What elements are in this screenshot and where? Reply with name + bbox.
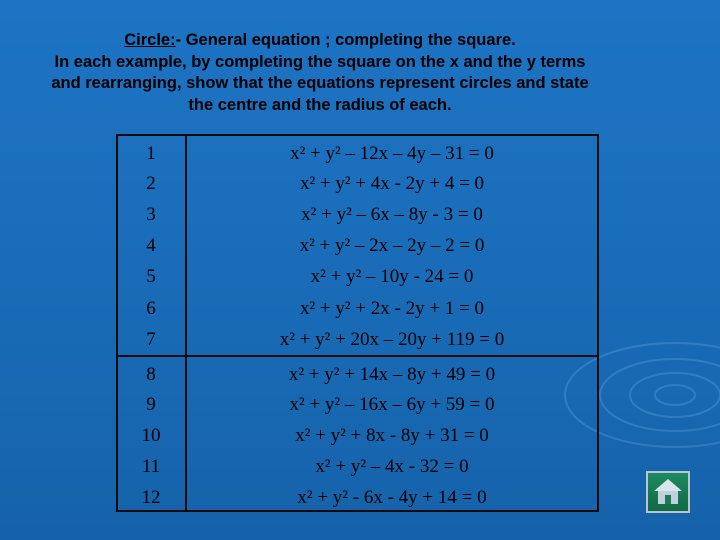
row-number: 9: [146, 394, 156, 415]
title-line3: and rearranging, show that the equations represent circles and state: [51, 74, 589, 92]
equation: x² + y² + 8x - 8y + 31 = 0: [295, 425, 489, 446]
row-number: 5: [146, 266, 156, 287]
home-button[interactable]: [646, 471, 690, 513]
title-line4: the centre and the radius of each.: [188, 95, 452, 114]
equation: x² + y² + 20x – 20y + 119 = 0: [279, 329, 505, 350]
row-number: 6: [146, 298, 156, 319]
equation: x² + y² - 6x - 4y + 14 = 0: [297, 487, 487, 508]
slide-title: [0, 30, 640, 116]
equation: x² + y² + 2x - 2y + 1 = 0: [299, 298, 485, 319]
title-line1: - General equation ; completing the square.: [175, 31, 516, 49]
row-number: 2: [146, 173, 156, 194]
row-number: 12: [141, 487, 161, 508]
equation: x² + y² – 16x – 6y + 59 = 0: [289, 394, 495, 415]
row-number: 1: [146, 143, 156, 164]
row-number: 4: [146, 235, 156, 256]
equation: x² + y² – 2x – 2y – 2 = 0: [299, 235, 485, 256]
row-number: 10: [141, 425, 161, 446]
equation: x² + y² – 6x – 8y - 3 = 0: [301, 204, 483, 225]
row-number: 3: [146, 204, 156, 225]
home-icon: [652, 477, 684, 507]
equation: x² + y² + 4x - 2y + 4 = 0: [299, 173, 485, 194]
row-number: 7: [146, 329, 156, 350]
title-line2: In each example, by completing the square on the x and the y terms: [54, 52, 586, 71]
row-number: 8: [146, 364, 156, 385]
equation: x² + y² + 14x – 8y + 49 = 0: [288, 364, 496, 385]
equation: x² + y² – 12x – 4y – 31 = 0: [290, 143, 494, 164]
table-row-divider: [116, 355, 599, 357]
equation: x² + y² – 10y - 24 = 0: [310, 266, 474, 287]
title-link[interactable]: Circle:: [124, 31, 176, 49]
equation: x² + y² – 4x - 32 = 0: [315, 456, 469, 477]
row-number: 11: [141, 456, 161, 477]
